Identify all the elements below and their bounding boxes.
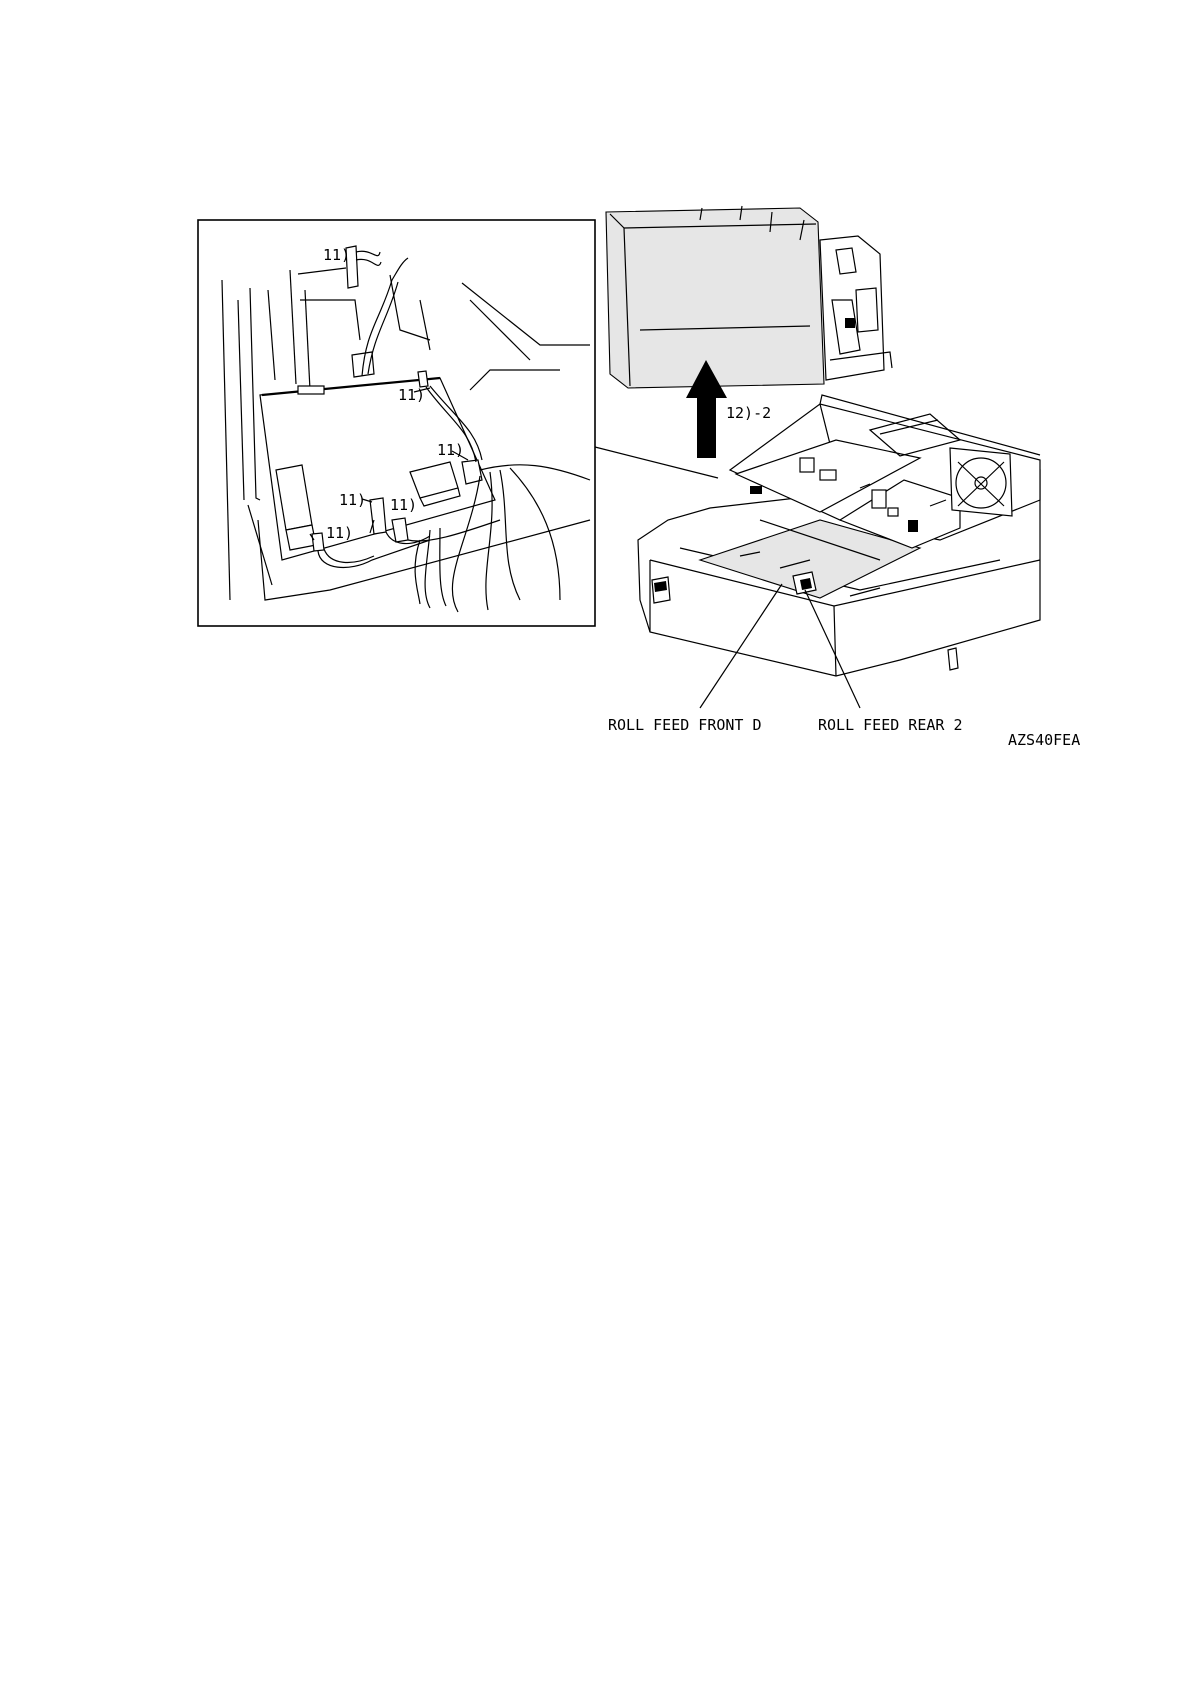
arrow-label: 12)-2 bbox=[726, 404, 772, 422]
callout-11-mid: 11) bbox=[398, 386, 426, 404]
label-roll-feed-front-d: ROLL FEED FRONT D bbox=[608, 716, 762, 734]
label-roll-feed-rear-2: ROLL FEED REAR 2 bbox=[818, 716, 963, 734]
detail-inset bbox=[198, 220, 595, 626]
removed-cover-assembly bbox=[606, 206, 892, 388]
fan-icon bbox=[950, 448, 1012, 516]
callout-11-bottom: 11) bbox=[326, 524, 354, 542]
callout-11-top: 11) bbox=[323, 246, 351, 264]
callout-11-right: 11) bbox=[437, 441, 465, 459]
callout-11-center-right: 11) bbox=[390, 496, 418, 514]
callout-11-center: 11) bbox=[339, 491, 367, 509]
figure-code: AZS40FEA bbox=[1008, 731, 1081, 749]
